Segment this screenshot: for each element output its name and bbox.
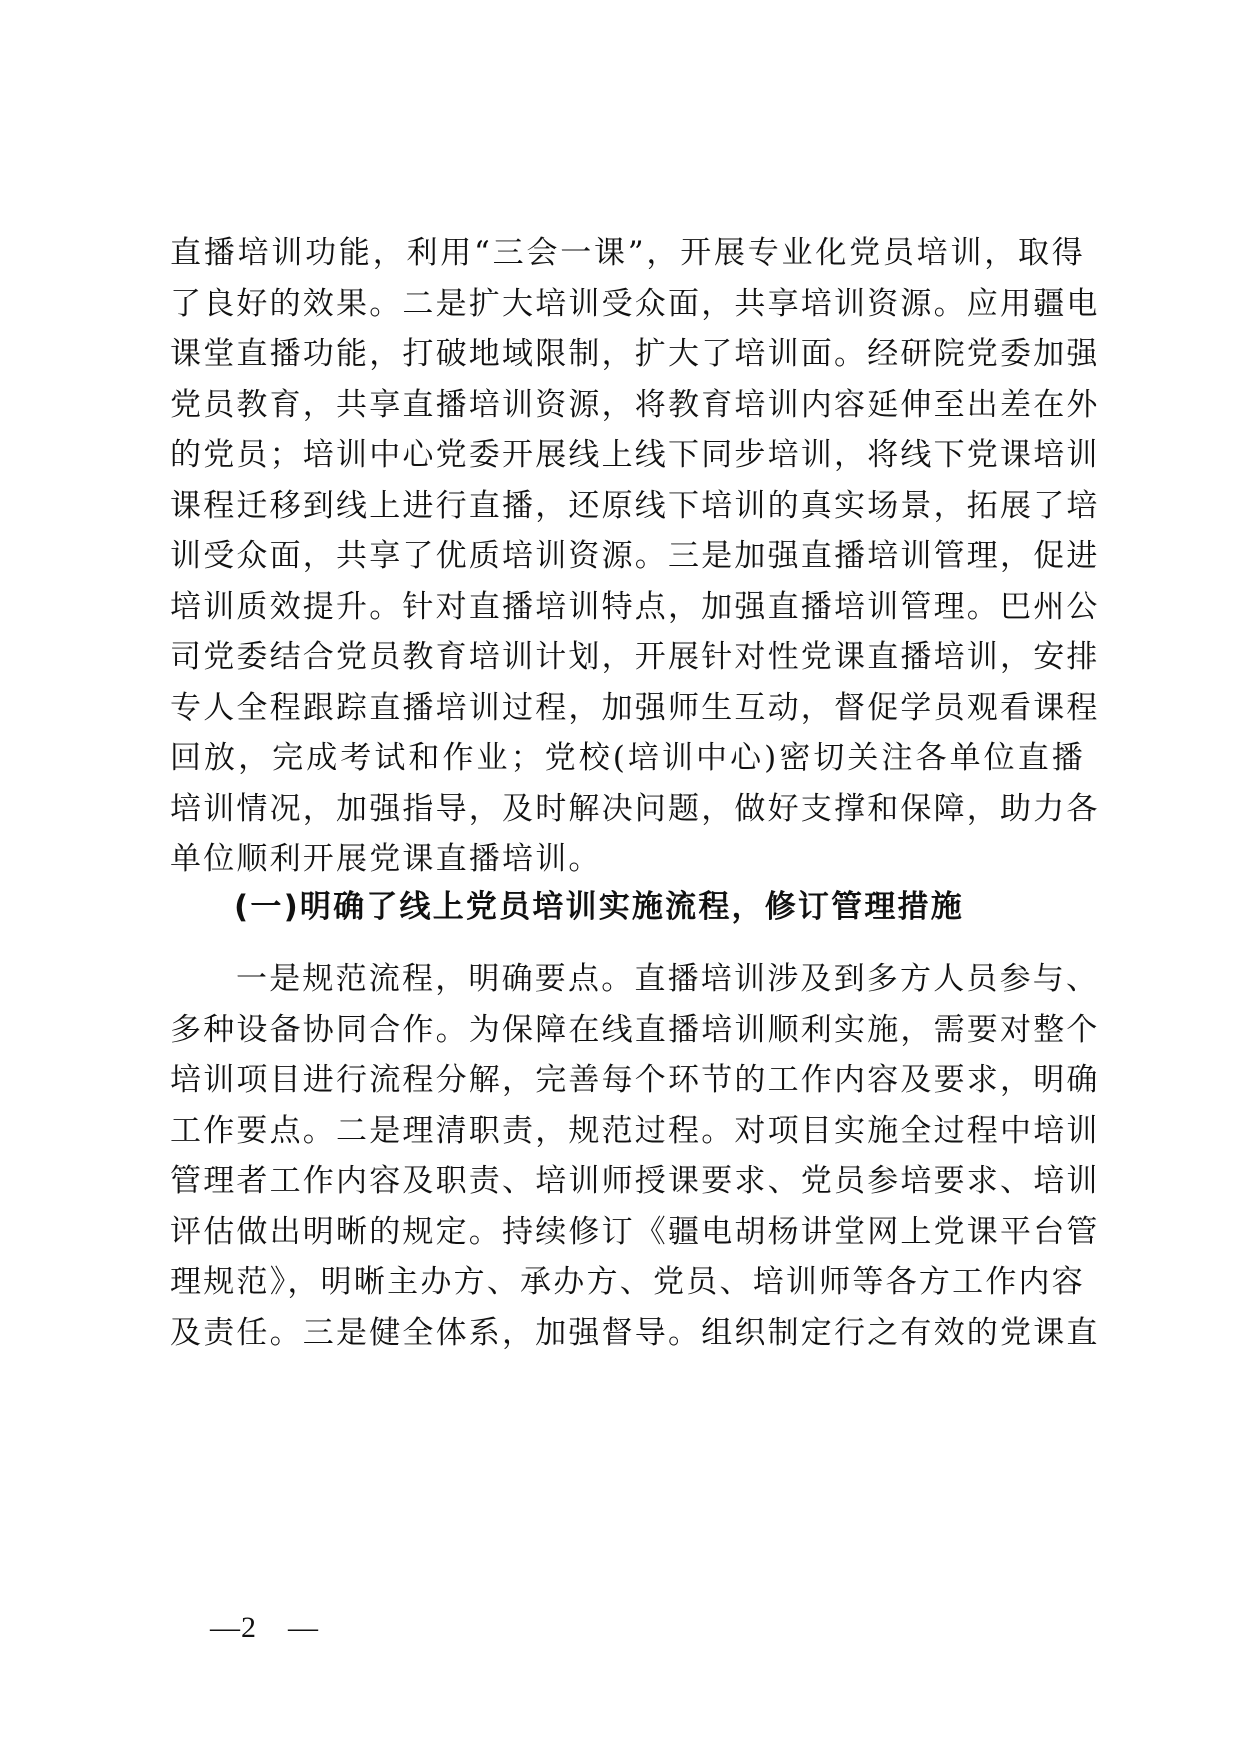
paragraph-line: 培训情况，加强指导，及时解决问题，做好支撑和保障，助力各 <box>170 790 1100 827</box>
paragraph-line: 及责任。三是健全体系，加强督导。组织制定行之有效的党课直 <box>170 1314 1100 1351</box>
paragraph-line: 直播培训功能，利用“三会一课”，开展专业化党员培训，取得 <box>170 235 1085 271</box>
paragraph-line: 回放，完成考试和作业；党校(培训中心)密切关注各单位直播 <box>170 740 1085 776</box>
paragraph-line: 司党委结合党员教育培训计划，开展针对性党课直播培训，安排 <box>170 639 1100 675</box>
paragraph-line: 课程迁移到线上进行直播，还原线下培训的真实场景，拓展了培 <box>170 487 1100 524</box>
paragraph-line: 多种设备协同合作。为保障在线直播培训顺利实施，需要对整个 <box>170 1011 1100 1048</box>
paragraph-line: 党员教育，共享直播培训资源，将教育培训内容延伸至出差在外 <box>170 386 1100 423</box>
paragraph-line: 培训项目进行流程分解，完善每个环节的工作内容及要求，明确 <box>170 1062 1100 1098</box>
paragraph-1 <box>170 228 1100 885</box>
paragraph-line: 的党员；培训中心党委开展线上线下同步培训，将线下党课培训 <box>170 437 1100 473</box>
paragraph-line: 培训质效提升。针对直播培训特点，加强直播培训管理。巴州公 <box>170 588 1100 625</box>
paragraph-line: 课堂直播功能，打破地域限制，扩大了培训面。经研院党委加强 <box>170 336 1100 372</box>
paragraph-line: 了良好的效果。二是扩大培训受众面，共享培训资源。应用疆电 <box>170 285 1100 322</box>
paragraph-line: 训受众面，共享了优质培训资源。三是加强直播培训管理，促进 <box>170 538 1100 574</box>
paragraph-line: 理规范》，明晰主办方、承办方、党员、培训师等各方工作内容 <box>170 1264 1085 1300</box>
paragraph-line: 专人全程跟踪直播培训过程，加强师生互动，督促学员观看课程 <box>170 689 1100 726</box>
section-heading: (一)明确了线上党员培训实施流程，修订管理措施 <box>234 889 964 925</box>
paragraph-line: 单位顺利开展党课直播培训。 <box>170 841 602 877</box>
paragraph-line: 管理者工作内容及职责、培训师授课要求、党员参培要求、培训 <box>170 1163 1100 1199</box>
paragraph-line: 工作要点。二是理清职责，规范过程。对项目实施全过程中培训 <box>170 1112 1100 1149</box>
page-number: —2 — <box>210 1611 319 1644</box>
paragraph-line: 一是规范流程，明确要点。直播培训涉及到多方人员参与、 <box>236 961 1100 997</box>
paragraph-2 <box>170 954 1100 1358</box>
paragraph-line: 评估做出明晰的规定。持续修订《疆电胡杨讲堂网上党课平台管 <box>170 1213 1100 1250</box>
